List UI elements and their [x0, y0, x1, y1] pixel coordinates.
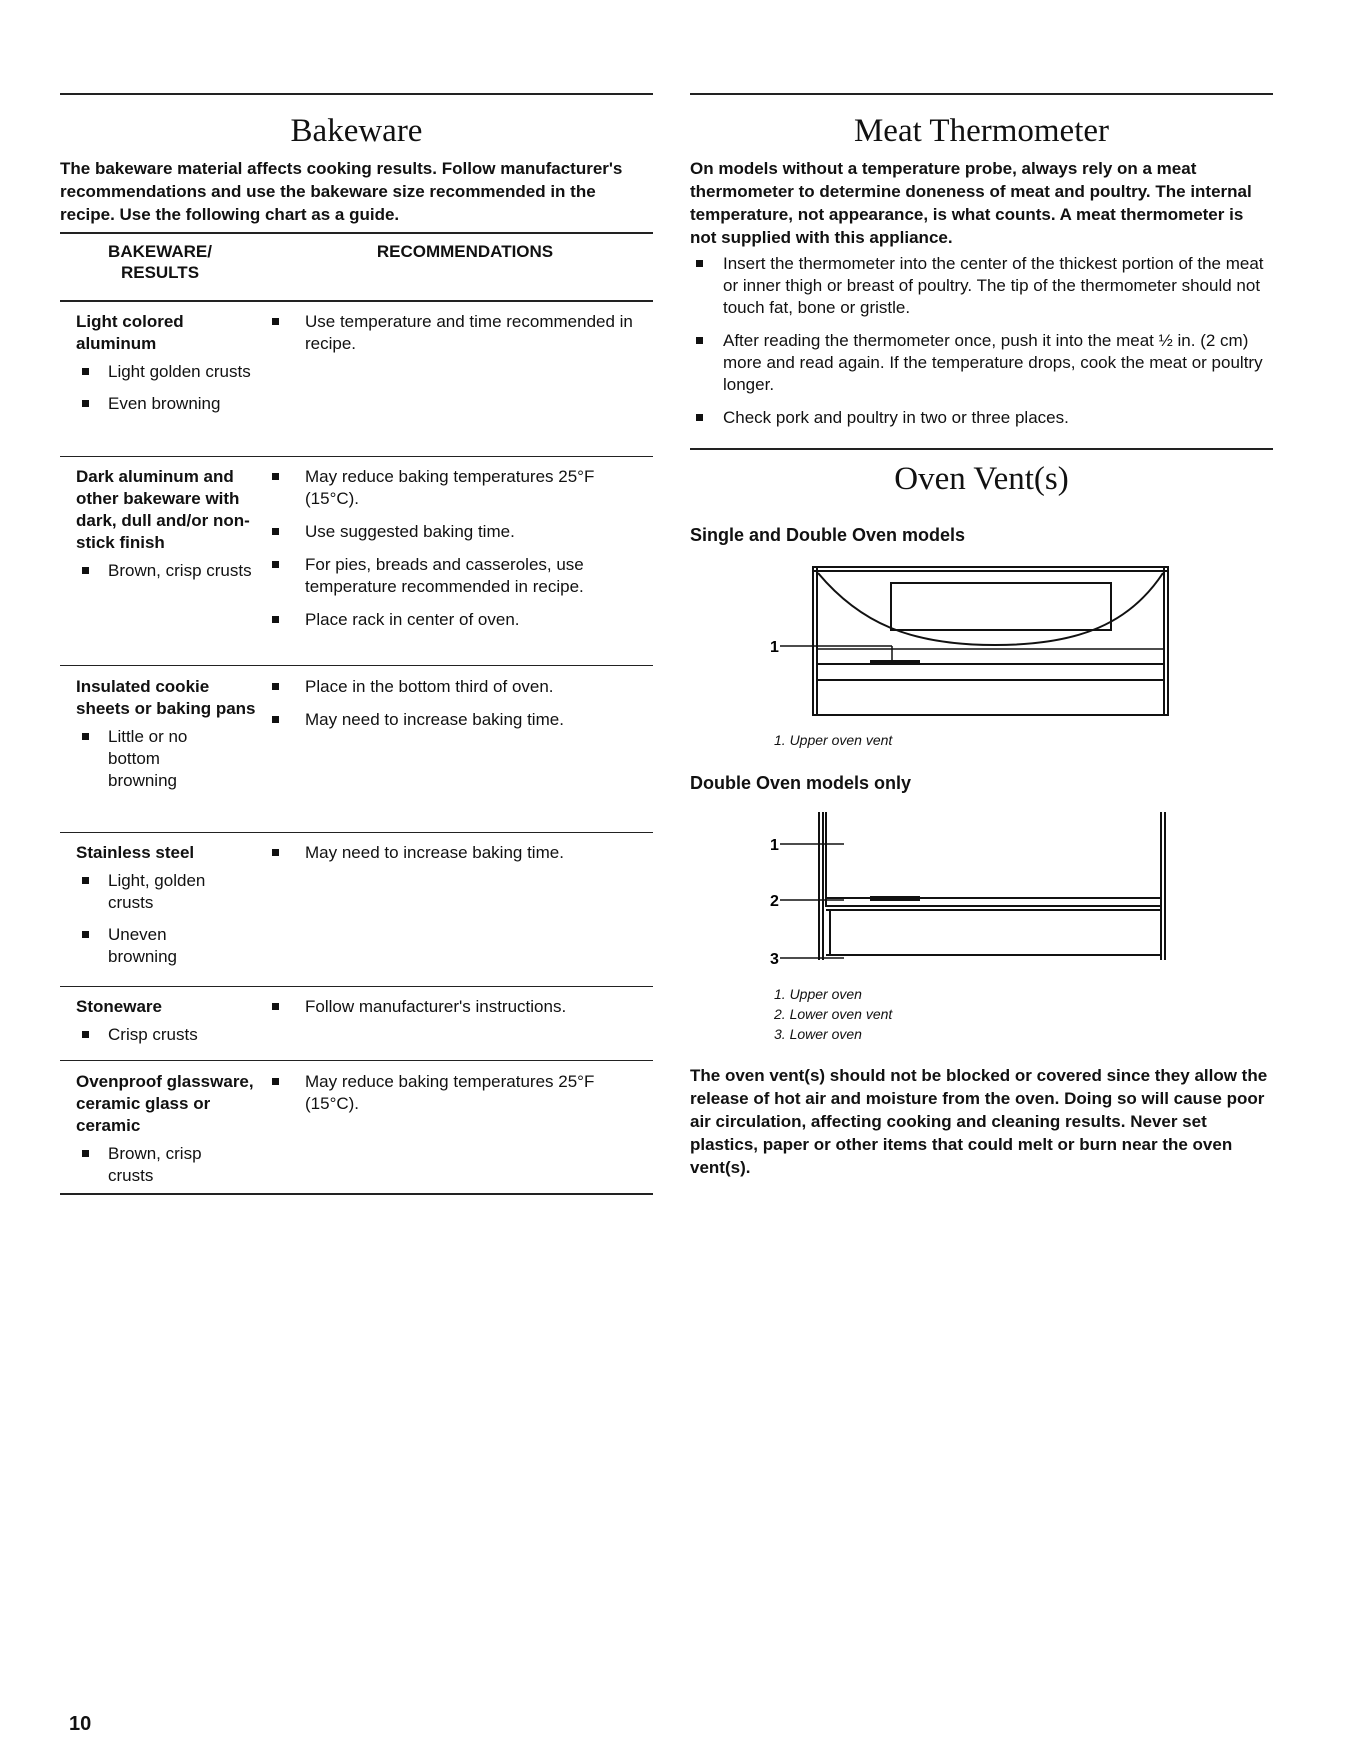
figure2-caption-3: 3. Lower oven [774, 1026, 862, 1042]
recommendation-list [268, 466, 648, 642]
list-item: Light golden crusts [76, 361, 261, 383]
list-item: Brown, crisp crusts [76, 560, 261, 582]
bakeware-intro: The bakeware material affects cooking results. Follow manufacturer's recommendations and use the bakeware size recommended in the recipe. Use the following chart as a guide. [60, 159, 623, 224]
list-item: Insert the thermometer into the center of the thickest portion of the meat or inner thigh or breast of poultry. The tip of the thermometer should not touch fat, bone or gristle. [690, 253, 1273, 319]
meat-thermometer-title: Meat Thermometer [853, 113, 1110, 149]
callout-3: 3 [770, 951, 779, 968]
recommendation-list [268, 676, 648, 742]
figure2-caption-1: 1. Upper oven [774, 986, 862, 1002]
callout-1: 1 [770, 837, 779, 854]
row-rule [60, 665, 653, 666]
table-top-rule [60, 232, 653, 234]
result-list [76, 1143, 261, 1187]
callout-2: 2 [770, 893, 779, 910]
double-only-heading: Double Oven models only [690, 773, 912, 793]
list-item: Little or no bottom browning [76, 726, 198, 792]
recommendation-list [268, 996, 648, 1029]
upper-oven-vent-diagram [770, 563, 1190, 728]
list-item: Place in the bottom third of oven. [268, 676, 648, 698]
oven-vents-paragraph: The oven vent(s) should not be blocked or covered since they allow the release of hot air and moisture from the oven. Doing so will cause poor air circulation, affecting cooking and cleaning results. Never set plastics, paper or other items that could melt or burn near the oven vent(s). [690, 1066, 1268, 1177]
recommendation-list [268, 842, 648, 875]
top-rule [690, 93, 1273, 95]
list-item: Even browning [76, 393, 261, 415]
result-list [76, 1024, 261, 1046]
list-item: Light, golden crusts [76, 870, 218, 914]
oven-front-outline [813, 567, 1168, 715]
result-list [76, 560, 261, 582]
list-item: Use suggested baking time. [268, 521, 648, 543]
row-rule [60, 832, 653, 833]
double-oven-vent-diagram [770, 810, 1190, 975]
section-rule [690, 448, 1273, 450]
page-number: 10 [69, 1713, 92, 1735]
list-item: Brown, crisp crusts [76, 1143, 218, 1187]
bakeware-material: Stainless steel Light, golden crusts Uneven browning [76, 842, 261, 978]
list-item: May need to increase baking time. [268, 842, 648, 864]
table-header-recommendations: RECOMMENDATIONS [376, 242, 554, 261]
top-rule [60, 93, 653, 95]
recommendation-list [268, 311, 648, 366]
single-double-heading: Single and Double Oven models [690, 525, 966, 545]
list-item: Place rack in center of oven. [268, 609, 648, 631]
result-list [76, 726, 261, 792]
bakeware-material: Dark aluminum and other bakeware with dark, dull and/or non-stick finish Brown, crisp crusts [76, 466, 261, 592]
upper-oven-vent [817, 664, 1164, 680]
meat-thermometer-intro: On models without a temperature probe, always rely on a meat thermometer to determine doneness of meat and poultry. The internal temperature, not appearance, is what counts. A meat thermometer is not supplied with this appliance. [690, 159, 1252, 247]
result-list [76, 361, 261, 415]
table-bottom-rule [60, 1193, 653, 1195]
callout-1: 1 [770, 639, 779, 656]
list-item: Crisp crusts [76, 1024, 261, 1046]
list-item: Use temperature and time recommended in recipe. [268, 311, 648, 355]
row-rule [60, 1060, 653, 1061]
recommendation-list [268, 1071, 648, 1126]
bakeware-material: Ovenproof glassware, ceramic glass or ceramic Brown, crisp crusts [76, 1071, 261, 1197]
display-window [891, 583, 1111, 630]
result-list [76, 870, 261, 968]
bakeware-material: Insulated cookie sheets or baking pans Little or no bottom browning [76, 676, 261, 802]
meat-thermometer-bullets [690, 253, 1273, 440]
list-item: Follow manufacturer's instructions. [268, 996, 648, 1018]
list-item: Uneven browning [76, 924, 198, 968]
list-item: May reduce baking temperatures 25°F (15°C). [268, 1071, 648, 1115]
list-item: After reading the thermometer once, push it into the meat ½ in. (2 cm) more and read again. If the temperature drops, cook the meat or poultry longer. [690, 330, 1273, 396]
list-item: May reduce baking temperatures 25°F (15°C). [268, 466, 648, 510]
figure1-caption: 1. Upper oven vent [774, 732, 893, 748]
table-header-bakeware: BAKEWARE/ RESULTS [108, 242, 212, 282]
bakeware-title: Bakeware [290, 113, 423, 149]
row-rule [60, 456, 653, 457]
figure2-caption-2: 2. Lower oven vent [774, 1006, 893, 1022]
row-rule [60, 986, 653, 987]
table-header-rule [60, 300, 653, 302]
bakeware-material: Light colored aluminum Light golden crusts Even browning [76, 311, 261, 425]
list-item: For pies, breads and casseroles, use temperature recommended in recipe. [268, 554, 648, 598]
bakeware-material: Stoneware Crisp crusts [76, 996, 261, 1056]
list-item: Check pork and poultry in two or three places. [690, 407, 1273, 429]
list-item: May need to increase baking time. [268, 709, 648, 731]
oven-vents-title: Oven Vent(s) [894, 461, 1069, 497]
